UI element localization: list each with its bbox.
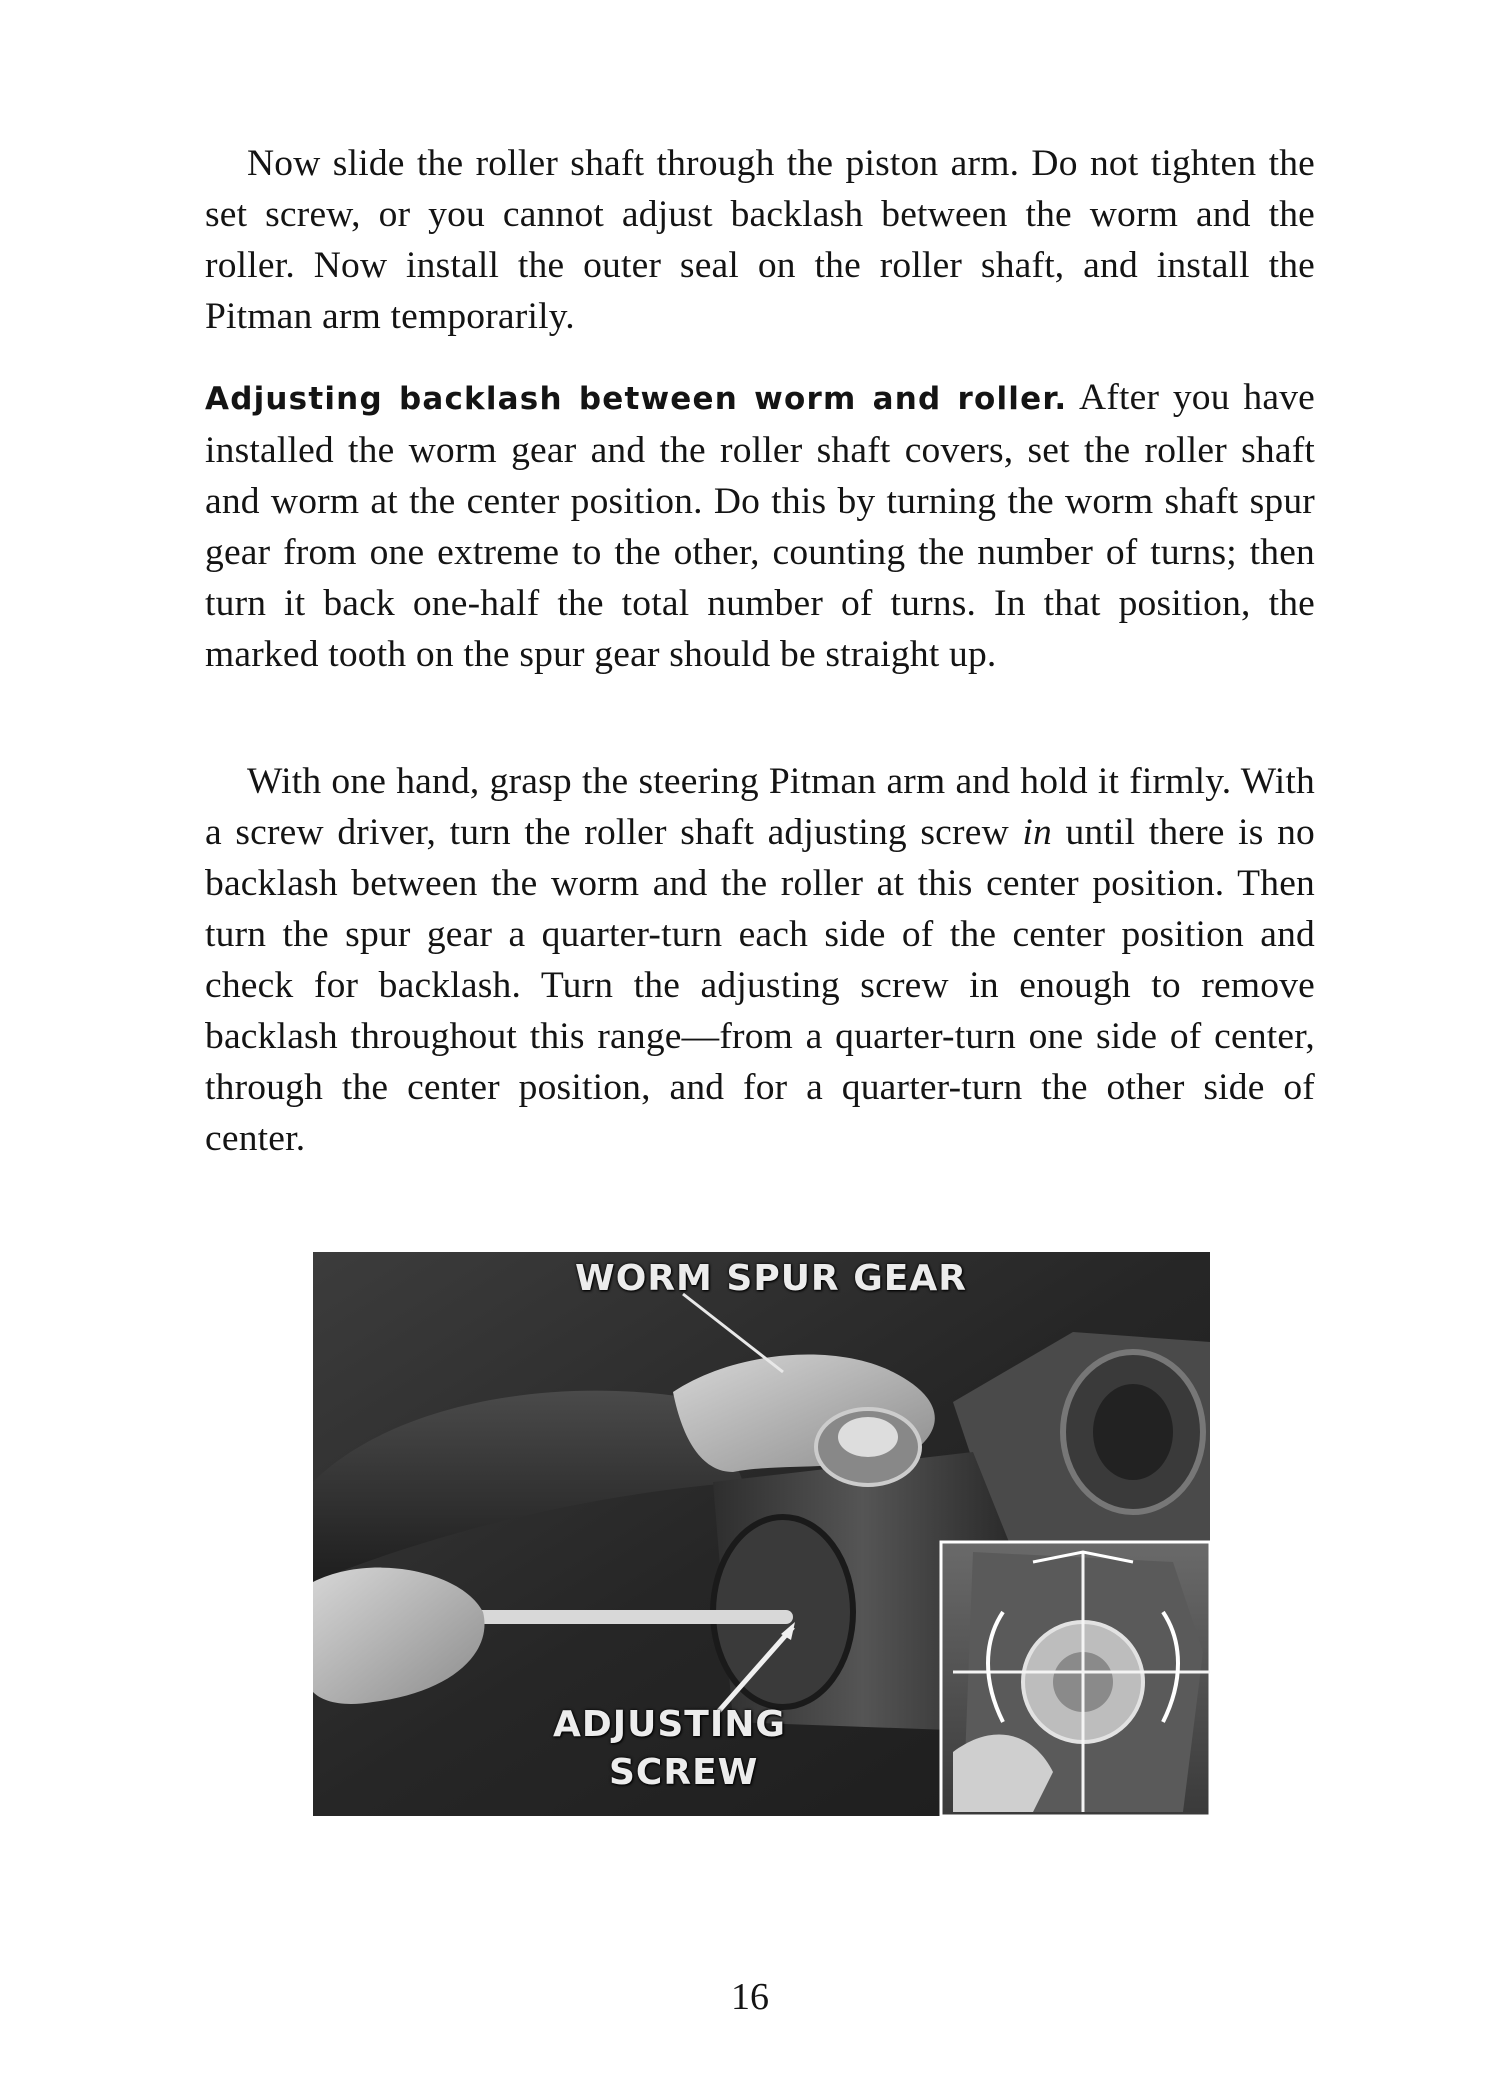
paragraph-text: Now slide the roller shaft through the piston arm. Do not tighten the set screw, or you cannot adjust backlash between the worm and the roller. Now install the outer seal on the roller shaft, and install the Pitman arm temporarily. <box>205 143 1315 337</box>
paragraph-text: After you have installed the worm gear and the roller shaft covers, set the roller shaft and worm at the center position. Do this by turning the worm shaft spur gear from one extreme to the other, counting the number of turns; then turn it back one-half the total number of turns. In that position, the marked tooth on the spur gear should be straight up. <box>205 377 1315 675</box>
steering-gear-photo <box>313 1252 1210 1816</box>
label-worm-spur-gear: WORM SPUR GEAR <box>575 1258 967 1299</box>
paragraph-adjusting-screw <box>205 756 1315 1164</box>
paragraph-text: until there is no backlash between the worm and the roller at this center position. Then turn the spur gear a quarter-turn each side of the center position and check for backlash. Turn the adjusting screw in enough to remove backlash throughout this range—from a quarter-turn one side of center, through the center position, and for a quarter-turn the other side of center. <box>205 812 1315 1159</box>
page-number: 16 <box>731 1976 769 2018</box>
paragraph-adjusting-backlash <box>205 372 1315 680</box>
label-screw: SCREW <box>609 1752 759 1793</box>
inset-detail-photo <box>941 1542 1210 1816</box>
section-heading: Adjusting backlash between worm and roller. <box>205 381 1068 417</box>
paragraph-roller-shaft <box>205 138 1315 342</box>
label-adjusting: ADJUSTING <box>553 1704 786 1745</box>
screwdriver-shaft <box>433 1610 793 1624</box>
paragraph-text: With one hand, grasp the steering Pitman arm and hold it firmly. With a screw driver, turn the roller shaft adjusting screw <box>205 761 1315 853</box>
italic-emphasis: in <box>1022 812 1052 853</box>
